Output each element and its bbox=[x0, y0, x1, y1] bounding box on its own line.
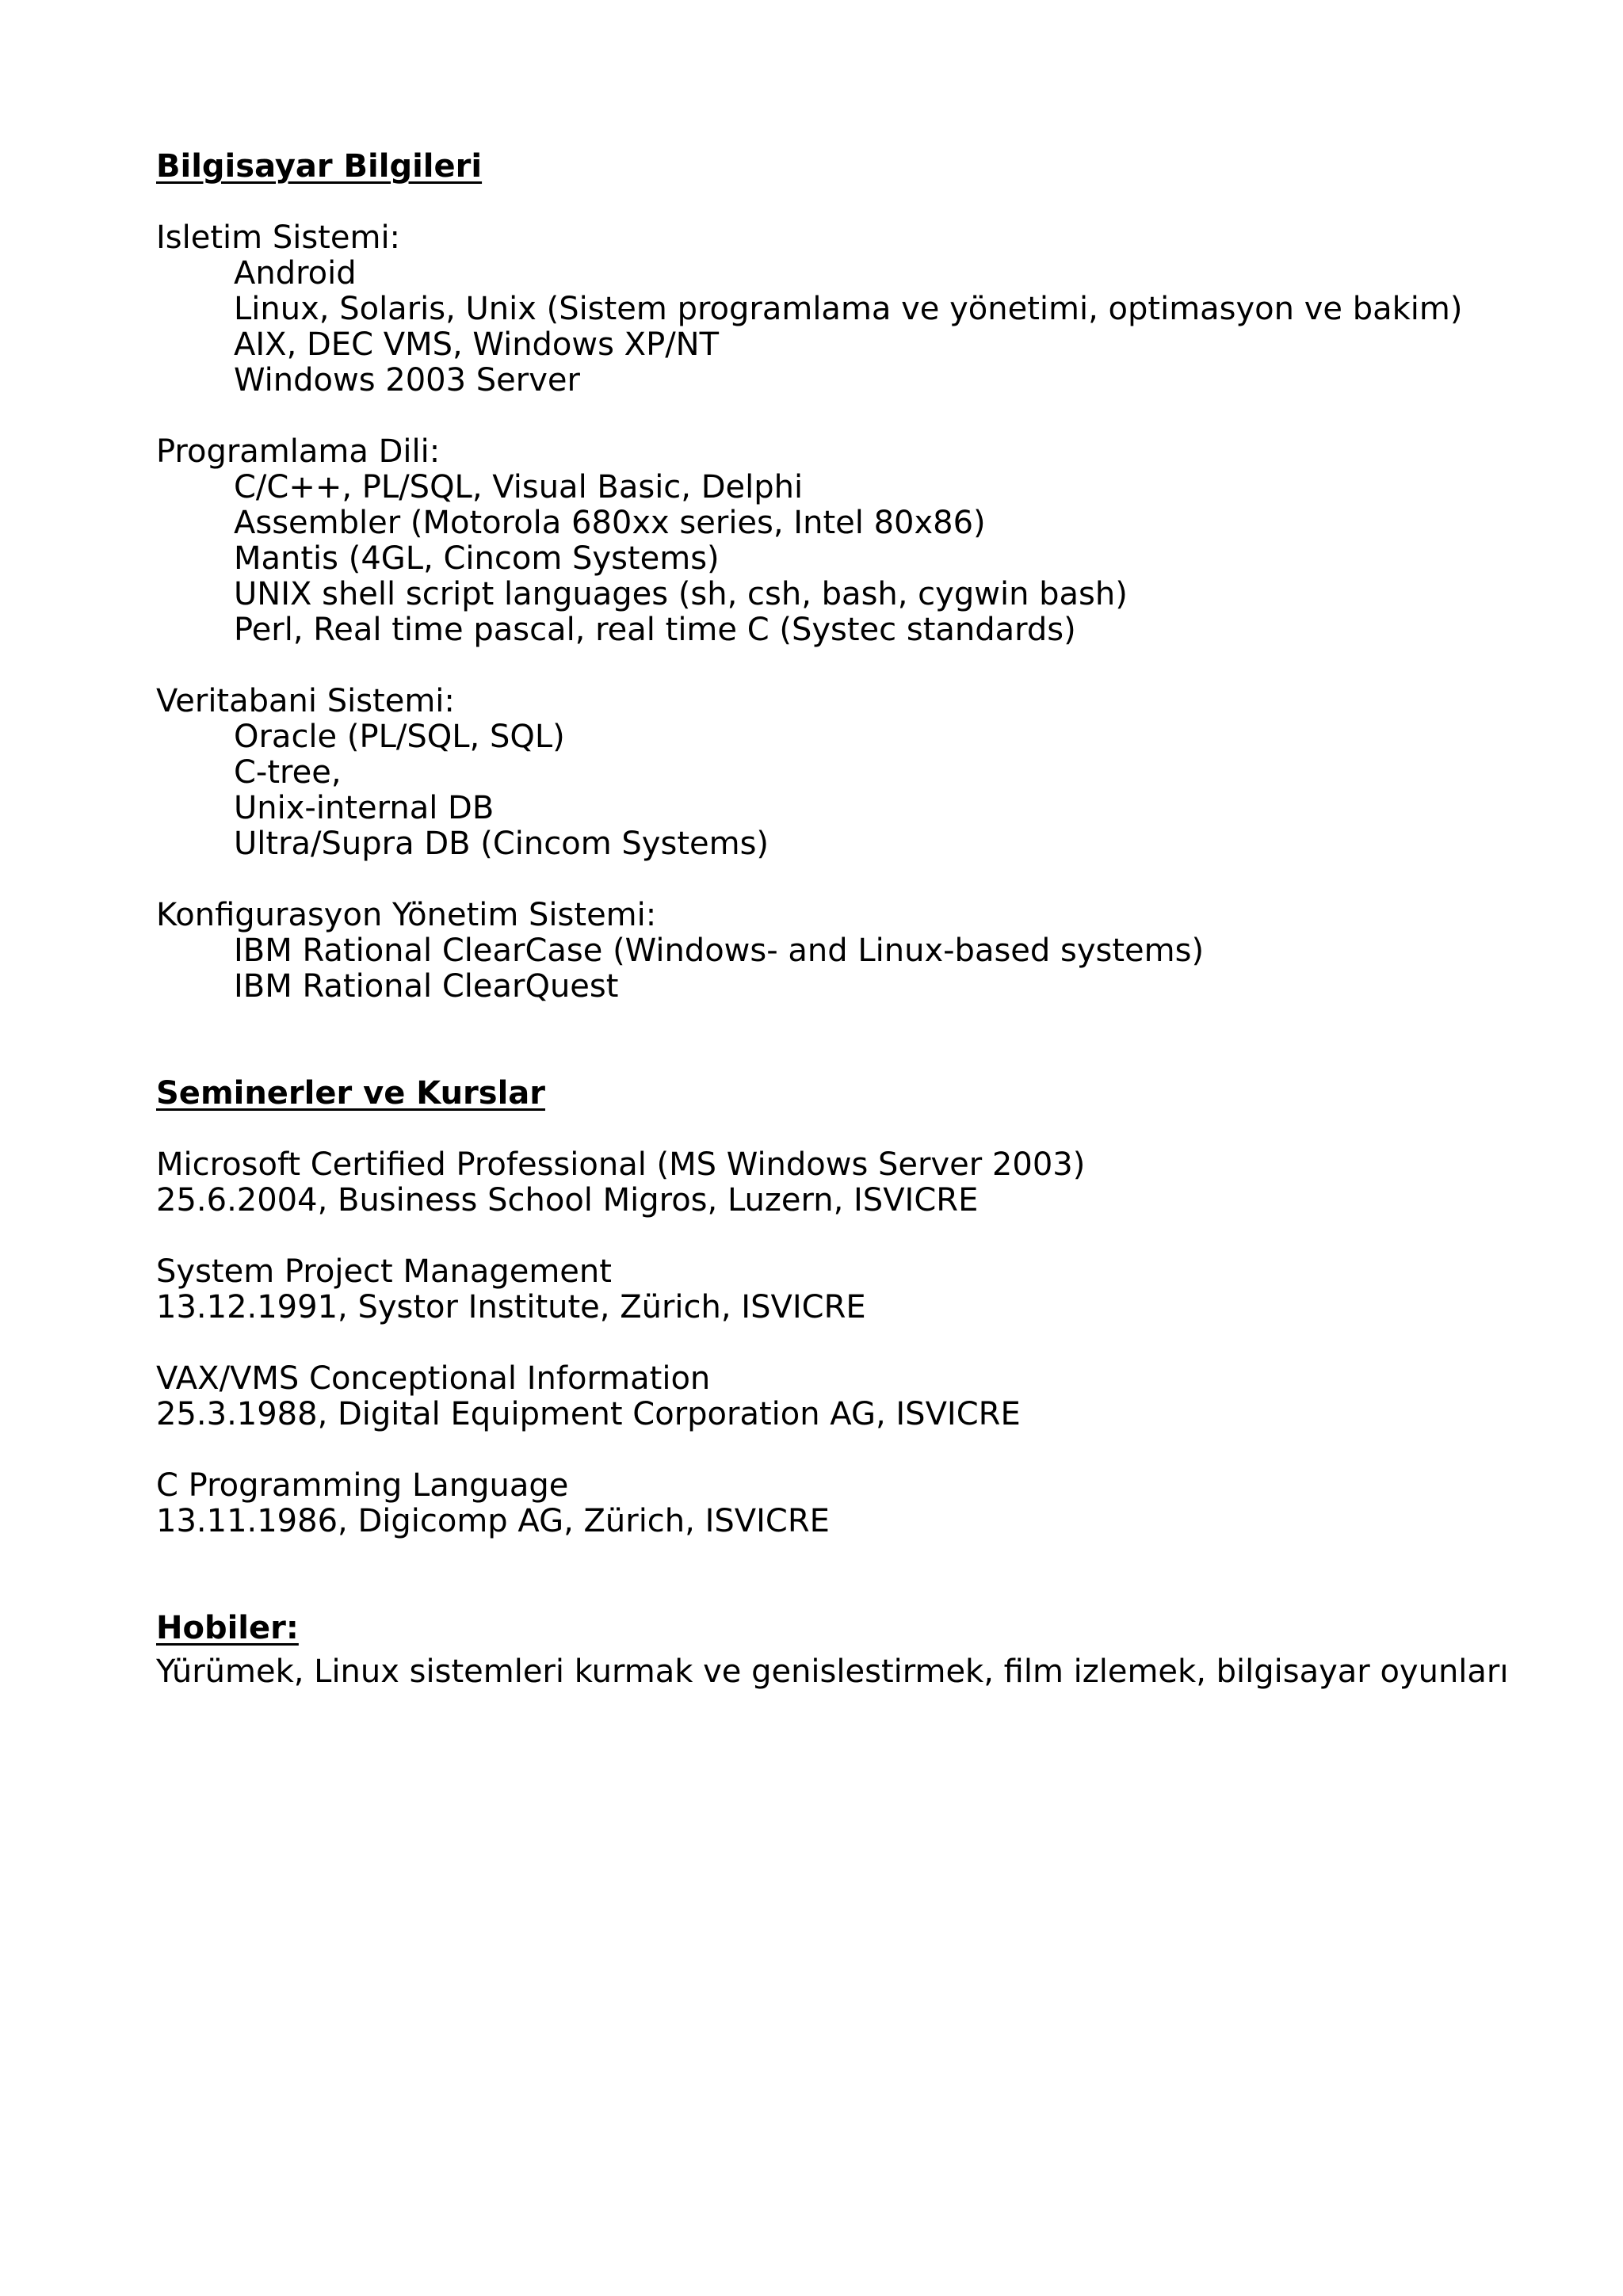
skill-group-label: Programlama Dili: bbox=[156, 433, 441, 470]
skill-item: C-tree, bbox=[234, 754, 342, 791]
course-entry bbox=[156, 1254, 1551, 1325]
course-details: 25.6.2004, Business School Migros, Luzern, ISVICRE bbox=[156, 1182, 979, 1219]
skill-group-programming bbox=[156, 434, 1551, 648]
skill-item: Linux, Solaris, Unix (Sistem programlama ve yönetimi, optimasyon ve bakim) bbox=[234, 291, 1463, 327]
skill-item: Ultra/Supra DB (Cincom Systems) bbox=[234, 826, 769, 862]
course-name: VAX/VMS Conceptional Information bbox=[156, 1360, 711, 1397]
course-name: C Programming Language bbox=[156, 1467, 569, 1504]
skill-item: Unix-internal DB bbox=[234, 790, 495, 826]
skill-item: AIX, DEC VMS, Windows XP/NT bbox=[234, 326, 720, 363]
course-entry bbox=[156, 1361, 1551, 1432]
skill-item: IBM Rational ClearCase (Windows- and Linux-based systems) bbox=[234, 933, 1205, 969]
course-name: System Project Management bbox=[156, 1253, 612, 1290]
hobbies-section bbox=[156, 1611, 1551, 1690]
course-details: 25.3.1988, Digital Equipment Corporation AG, ISVICRE bbox=[156, 1396, 1021, 1432]
skill-group-os bbox=[156, 220, 1551, 399]
hobbies-text: Yürümek, Linux sistemleri kurmak ve genislestirmek, film izlemek, bilgisayar oyunları bbox=[156, 1653, 1509, 1690]
skill-item: IBM Rational ClearQuest bbox=[234, 968, 619, 1005]
skill-item: C/C++, PL/SQL, Visual Basic, Delphi bbox=[234, 469, 804, 505]
section-heading-computer: Bilgisayar Bilgileri bbox=[156, 148, 483, 185]
course-name: Microsoft Certified Professional (MS Windows Server 2003) bbox=[156, 1146, 1086, 1183]
skill-item: Windows 2003 Server bbox=[234, 362, 580, 399]
skill-group-label: Isletim Sistemi: bbox=[156, 219, 401, 256]
skill-item: Perl, Real time pascal, real time C (Systec standards) bbox=[234, 612, 1076, 648]
skill-item: Oracle (PL/SQL, SQL) bbox=[234, 719, 565, 755]
course-details: 13.11.1986, Digicomp AG, Zürich, ISVICRE bbox=[156, 1503, 830, 1539]
seminars-section bbox=[156, 1076, 1551, 1539]
course-entry bbox=[156, 1468, 1551, 1539]
skill-group-label: Veritabani Sistemi: bbox=[156, 683, 455, 719]
skill-group-database bbox=[156, 684, 1551, 862]
course-entry bbox=[156, 1147, 1551, 1219]
skill-group-label: Konfigurasyon Yönetim Sistemi: bbox=[156, 897, 657, 933]
skill-item: Android bbox=[234, 255, 357, 292]
skill-item: Assembler (Motorola 680xx series, Intel 80x86) bbox=[234, 505, 986, 541]
section-heading-seminars: Seminerler ve Kurslar bbox=[156, 1075, 546, 1112]
skill-item: UNIX shell script languages (sh, csh, bash, cygwin bash) bbox=[234, 576, 1128, 612]
skill-group-configuration bbox=[156, 898, 1551, 1005]
computer-skills-section bbox=[156, 149, 1551, 1005]
section-heading-hobbies: Hobiler: bbox=[156, 1610, 299, 1646]
document-page bbox=[156, 149, 1551, 1690]
course-details: 13.12.1991, Systor Institute, Zürich, ISVICRE bbox=[156, 1289, 866, 1325]
skill-item: Mantis (4GL, Cincom Systems) bbox=[234, 540, 720, 577]
